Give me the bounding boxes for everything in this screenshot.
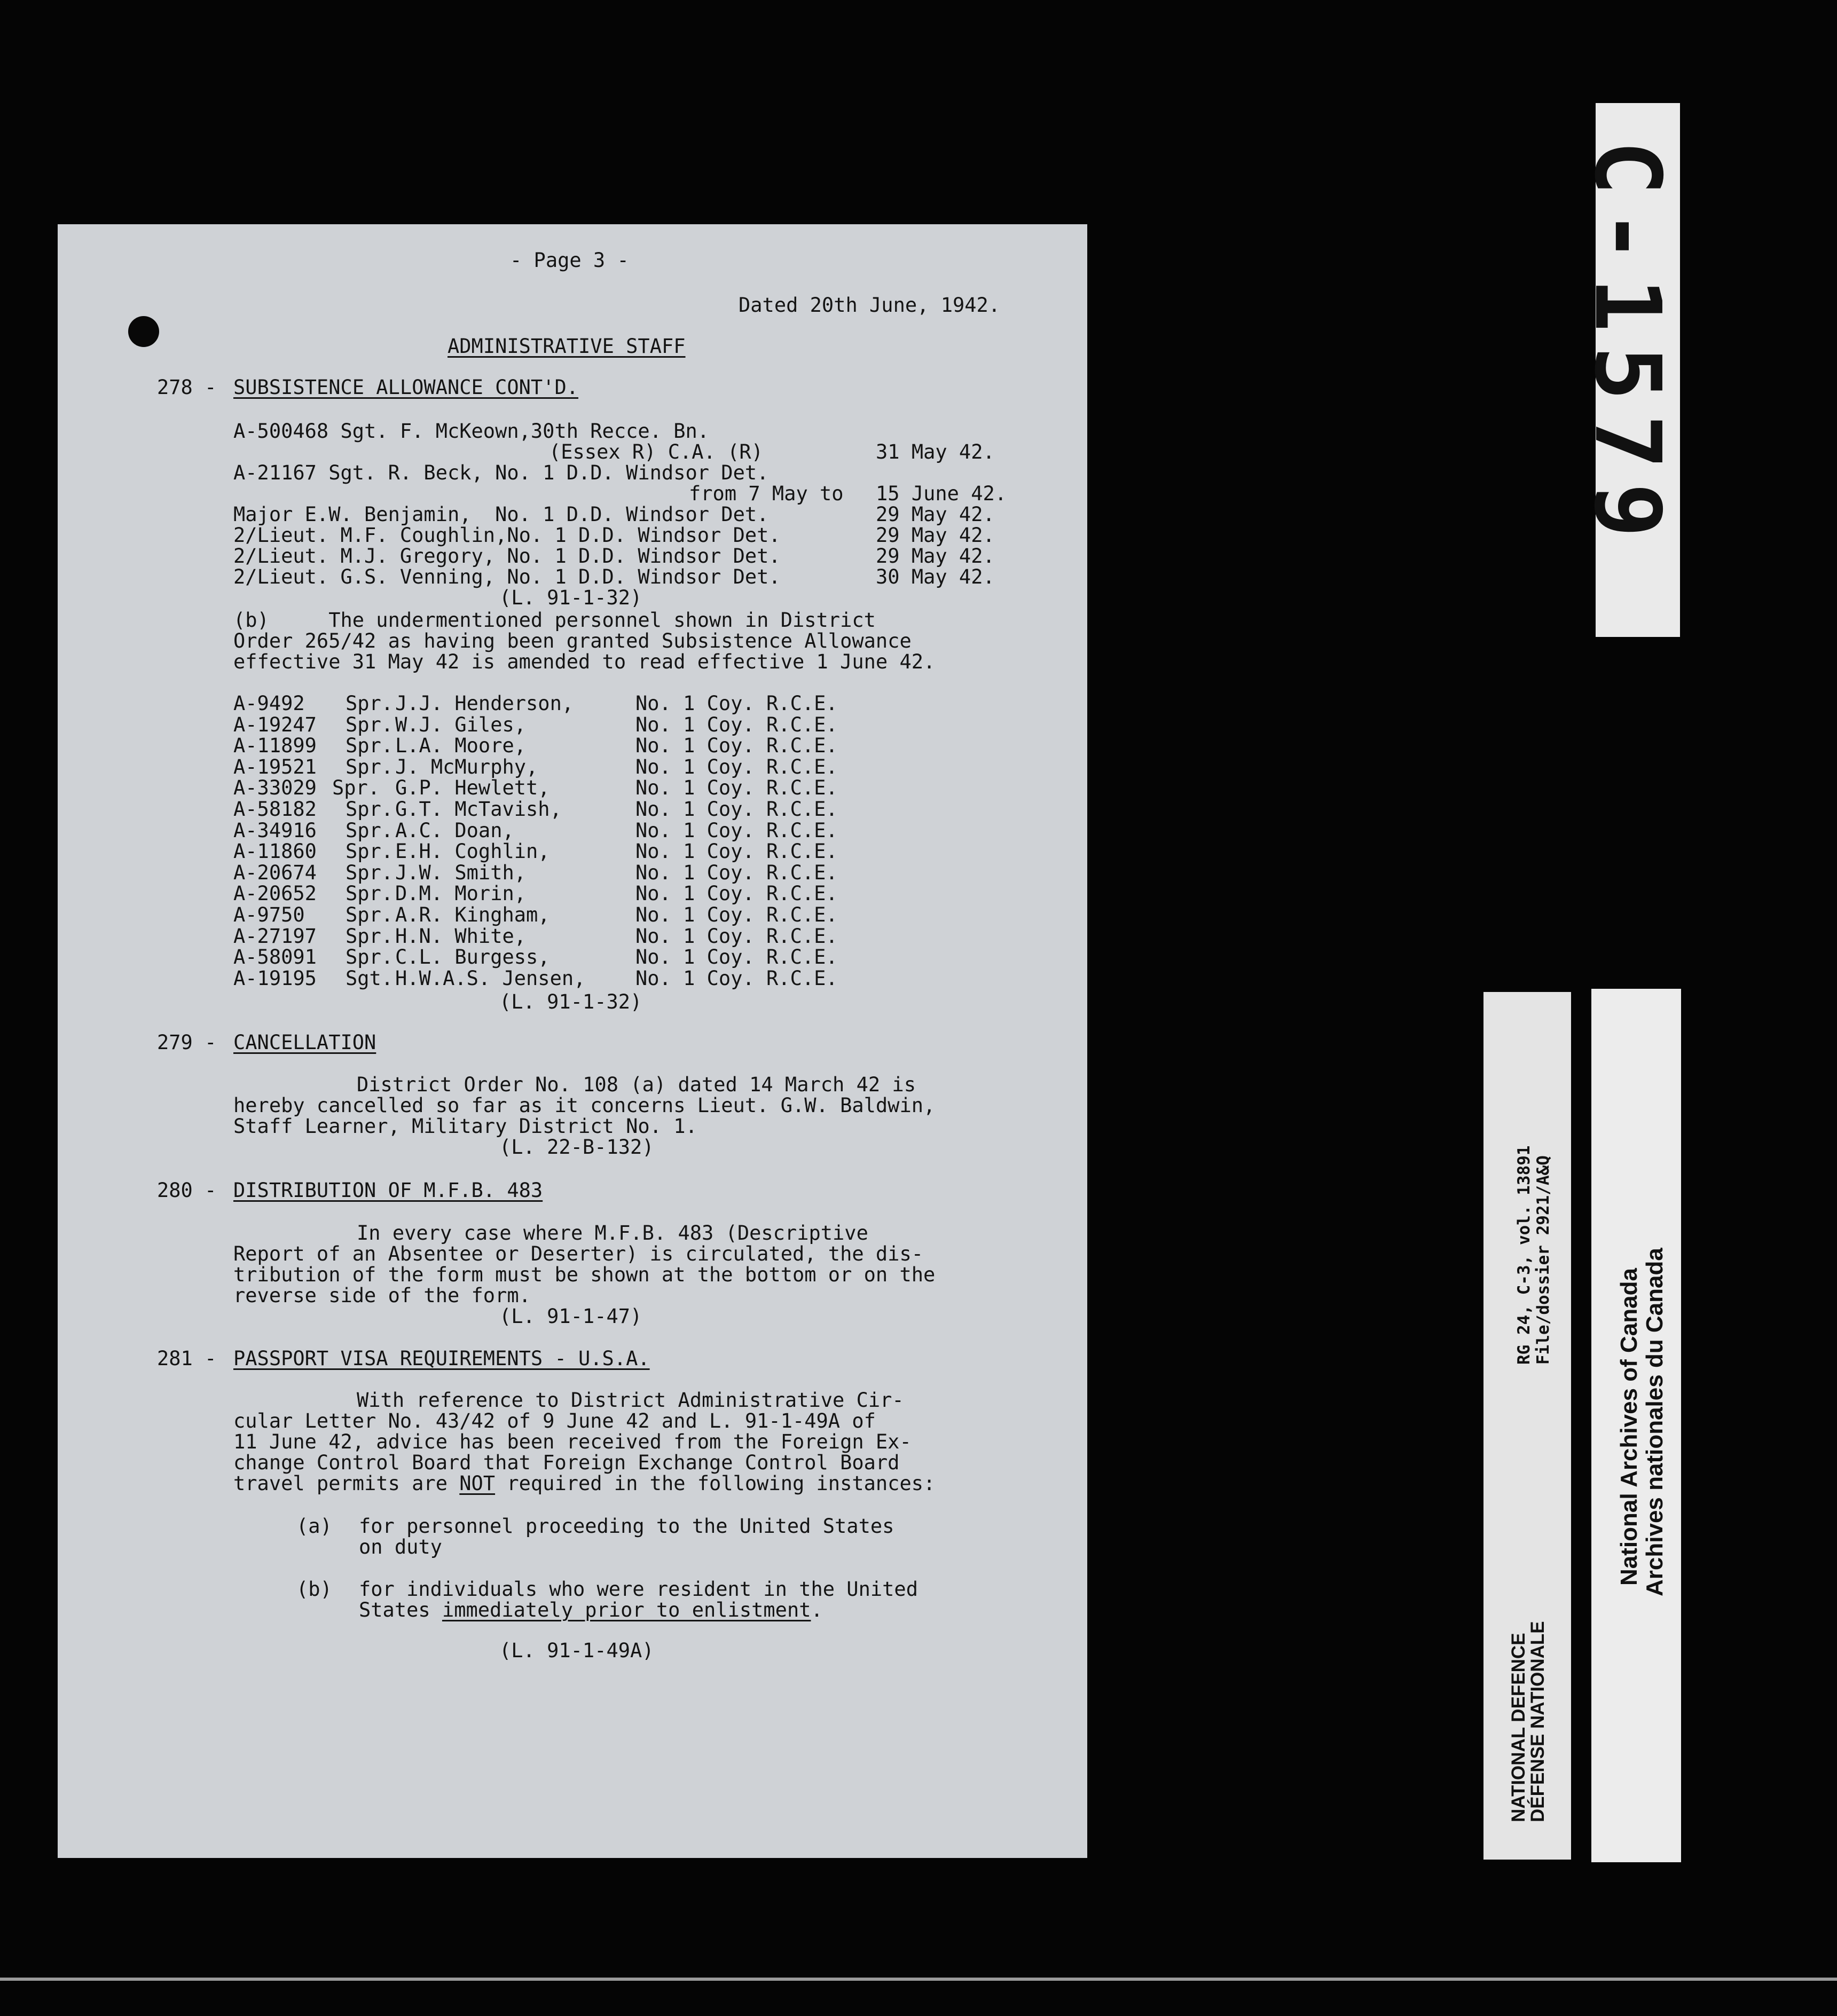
- personnel-rank: Spr.: [346, 925, 394, 948]
- personnel-name: J.W. Smith,: [395, 861, 527, 884]
- personnel-unit: No. 1 Coy. R.C.E.: [635, 903, 838, 926]
- paragraph-text: travel permits are: [233, 1472, 460, 1495]
- personnel-unit: No. 1 Coy. R.C.E.: [635, 840, 838, 863]
- personnel-name: H.W.A.S. Jensen,: [395, 967, 586, 990]
- personnel-unit: No. 1 Coy. R.C.E.: [635, 967, 838, 990]
- paragraph-line: [233, 1473, 935, 1494]
- personnel-rank: Spr.: [346, 903, 394, 926]
- personnel-service-number: A-58182: [233, 798, 317, 821]
- personnel-rank: Spr.: [346, 861, 394, 884]
- personnel-rank: Spr.: [346, 713, 394, 736]
- paragraph-line: In every case where M.F.B. 483 (Descriptive: [357, 1222, 868, 1245]
- document-date: Dated 20th June, 1942.: [739, 294, 1001, 317]
- sub-item-label: (b): [296, 1578, 332, 1601]
- department-line-fr: DÉFENSE NATIONALE: [1527, 1621, 1548, 1822]
- paragraph-line: 11 June 42, advice has been received from the Foreign Ex-: [233, 1430, 912, 1453]
- personnel-rank: Spr.: [346, 734, 394, 757]
- sub-item-line: for personnel proceeding to the United States: [359, 1515, 894, 1538]
- sub-item-line: [359, 1600, 823, 1621]
- sub-item-text: .: [811, 1598, 823, 1621]
- personnel-name: G.T. McTavish,: [395, 798, 562, 821]
- personnel-service-number: A-11899: [233, 734, 317, 757]
- allowance-line: A-500468 Sgt. F. McKeown,30th Recce. Bn.: [233, 420, 710, 443]
- personnel-rank: Sgt.: [346, 967, 394, 990]
- personnel-name: E.H. Coghlin,: [395, 840, 550, 863]
- personnel-name: D.M. Morin,: [395, 882, 527, 905]
- punch-hole: [128, 316, 159, 347]
- paragraph-line: District Order No. 108 (a) dated 14 March 42 is: [357, 1073, 916, 1096]
- paragraph-line: Order 265/42 as having been granted Subsistence Allowance: [233, 629, 912, 652]
- sub-item-line: on duty: [359, 1535, 442, 1558]
- personnel-unit: No. 1 Coy. R.C.E.: [635, 755, 838, 778]
- allowance-date: 15 June 42.: [876, 482, 1007, 505]
- personnel-service-number: A-58091: [233, 946, 317, 968]
- personnel-service-number: A-27197: [233, 925, 317, 948]
- personnel-name: J.J. Henderson,: [395, 692, 574, 715]
- page-marker: - Page 3 -: [510, 249, 629, 272]
- personnel-name: A.R. Kingham,: [395, 903, 550, 926]
- allowance-date: 29 May 42.: [876, 545, 995, 568]
- item-280-number: 280 -: [157, 1179, 217, 1202]
- emphasis-not: NOT: [459, 1472, 496, 1495]
- personnel-service-number: A-33029: [233, 776, 317, 799]
- personnel-service-number: A-11860: [233, 840, 317, 863]
- personnel-service-number: A-20652: [233, 882, 317, 905]
- sub-item-underlined: immediately prior to enlistment: [442, 1598, 811, 1621]
- paragraph-line: change Control Board that Foreign Exchange Control Board: [233, 1451, 900, 1474]
- personnel-unit: No. 1 Coy. R.C.E.: [635, 692, 838, 715]
- file-reference: (L. 91-1-32): [499, 586, 642, 609]
- paragraph-line: tribution of the form must be shown at the bottom or on the: [233, 1263, 936, 1286]
- personnel-rank: Spr.: [346, 819, 394, 842]
- allowance-line: (Essex R) C.A. (R): [549, 440, 763, 463]
- item-278-number: 278 -: [157, 376, 217, 399]
- allowance-date: 29 May 42.: [876, 503, 995, 526]
- allowance-date: 29 May 42.: [876, 524, 995, 547]
- archives-name-fr: Archives nationales du Canada: [1642, 1248, 1668, 1596]
- personnel-service-number: A-19195: [233, 967, 317, 990]
- personnel-rank: Spr.: [346, 755, 394, 778]
- section-heading: ADMINISTRATIVE STAFF: [448, 335, 686, 358]
- item-278-title: SUBSISTENCE ALLOWANCE CONT'D.: [233, 376, 579, 399]
- personnel-rank: Spr.: [332, 776, 380, 799]
- personnel-unit: No. 1 Coy. R.C.E.: [635, 925, 838, 948]
- paragraph-line: reverse side of the form.: [233, 1284, 531, 1307]
- allowance-date: 30 May 42.: [876, 565, 995, 588]
- personnel-unit: No. 1 Coy. R.C.E.: [635, 734, 838, 757]
- sub-item-line: for individuals who were resident in the United: [359, 1578, 918, 1601]
- sub-item-text: States: [359, 1598, 442, 1621]
- paragraph-line: cular Letter No. 43/42 of 9 June 42 and L. 91-1-49A of: [233, 1409, 876, 1432]
- personnel-unit: No. 1 Coy. R.C.E.: [635, 713, 838, 736]
- item-279-title: CANCELLATION: [233, 1031, 376, 1054]
- personnel-rank: Spr.: [346, 798, 394, 821]
- file-reference: (L. 91-1-49A): [499, 1639, 654, 1662]
- personnel-unit: No. 1 Coy. R.C.E.: [635, 882, 838, 905]
- personnel-service-number: A-19521: [233, 755, 317, 778]
- film-edge-line: [0, 1978, 1837, 1981]
- item-279-number: 279 -: [157, 1031, 217, 1054]
- personnel-rank: Spr.: [346, 840, 394, 863]
- personnel-name: H.N. White,: [395, 925, 527, 948]
- personnel-name: G.P. Hewlett,: [395, 776, 550, 799]
- personnel-service-number: A-19247: [233, 713, 317, 736]
- personnel-service-number: A-34916: [233, 819, 317, 842]
- personnel-name: A.C. Doan,: [395, 819, 514, 842]
- reel-number: C-1579: [1574, 140, 1680, 552]
- archives-name-en: National Archives of Canada: [1616, 1268, 1642, 1586]
- reel-number-strip: [1574, 103, 1680, 637]
- personnel-rank: Spr.: [346, 692, 394, 715]
- allowance-line: 2/Lieut. M.F. Coughlin,No. 1 D.D. Windsor Det.: [233, 524, 781, 547]
- allowance-line: Major E.W. Benjamin, No. 1 D.D. Windsor Det.: [233, 503, 769, 526]
- item-280-title: DISTRIBUTION OF M.F.B. 483: [233, 1179, 543, 1202]
- archive-reference-line: RG 24, C-3, vol. 13891: [1514, 1145, 1534, 1365]
- paragraph-text: required in the following instances:: [495, 1472, 936, 1495]
- personnel-unit: No. 1 Coy. R.C.E.: [635, 819, 838, 842]
- personnel-name: J. McMurphy,: [395, 755, 538, 778]
- personnel-service-number: A-9492: [233, 692, 305, 715]
- personnel-name: W.J. Giles,: [395, 713, 527, 736]
- personnel-unit: No. 1 Coy. R.C.E.: [635, 776, 838, 799]
- item-281-title: PASSPORT VISA REQUIREMENTS - U.S.A.: [233, 1347, 650, 1370]
- archive-reference-line: File/dossier 2921/A&Q: [1534, 1155, 1553, 1365]
- allowance-line: from 7 May to: [689, 482, 844, 505]
- department-strip: [1483, 992, 1571, 1860]
- file-reference: (L. 91-1-47): [499, 1305, 642, 1328]
- allowance-date: 31 May 42.: [876, 440, 995, 463]
- personnel-name: L.A. Moore,: [395, 734, 527, 757]
- sub-item-label: (a): [296, 1515, 332, 1538]
- paragraph-line: hereby cancelled so far as it concerns Lieut. G.W. Baldwin,: [233, 1094, 936, 1117]
- item-281-number: 281 -: [157, 1347, 217, 1370]
- personnel-service-number: A-9750: [233, 903, 305, 926]
- personnel-name: C.L. Burgess,: [395, 946, 550, 968]
- allowance-line: 2/Lieut. G.S. Venning, No. 1 D.D. Windsor Det.: [233, 565, 781, 588]
- paragraph-line: effective 31 May 42 is amended to read effective 1 June 42.: [233, 650, 936, 673]
- personnel-unit: No. 1 Coy. R.C.E.: [635, 798, 838, 821]
- allowance-line: 2/Lieut. M.J. Gregory, No. 1 D.D. Windsor Det.: [233, 545, 781, 568]
- department-line-en: NATIONAL DEFENCE: [1508, 1633, 1529, 1822]
- personnel-rank: Spr.: [346, 882, 394, 905]
- paragraph-line: (b) The undermentioned personnel shown in District: [233, 609, 876, 632]
- personnel-rank: Spr.: [346, 946, 394, 968]
- personnel-service-number: A-20674: [233, 861, 317, 884]
- archives-strip: [1591, 989, 1681, 1862]
- paragraph-line: With reference to District Administrative Cir-: [357, 1389, 904, 1412]
- personnel-unit: No. 1 Coy. R.C.E.: [635, 946, 838, 968]
- file-reference: (L. 91-1-32): [499, 990, 642, 1013]
- paragraph-line: Report of an Absentee or Deserter) is circulated, the dis-: [233, 1242, 924, 1265]
- allowance-line: A-21167 Sgt. R. Beck, No. 1 D.D. Windsor Det.: [233, 461, 769, 484]
- file-reference: (L. 22-B-132): [499, 1136, 654, 1159]
- personnel-unit: No. 1 Coy. R.C.E.: [635, 861, 838, 884]
- paragraph-line: Staff Learner, Military District No. 1.: [233, 1115, 697, 1138]
